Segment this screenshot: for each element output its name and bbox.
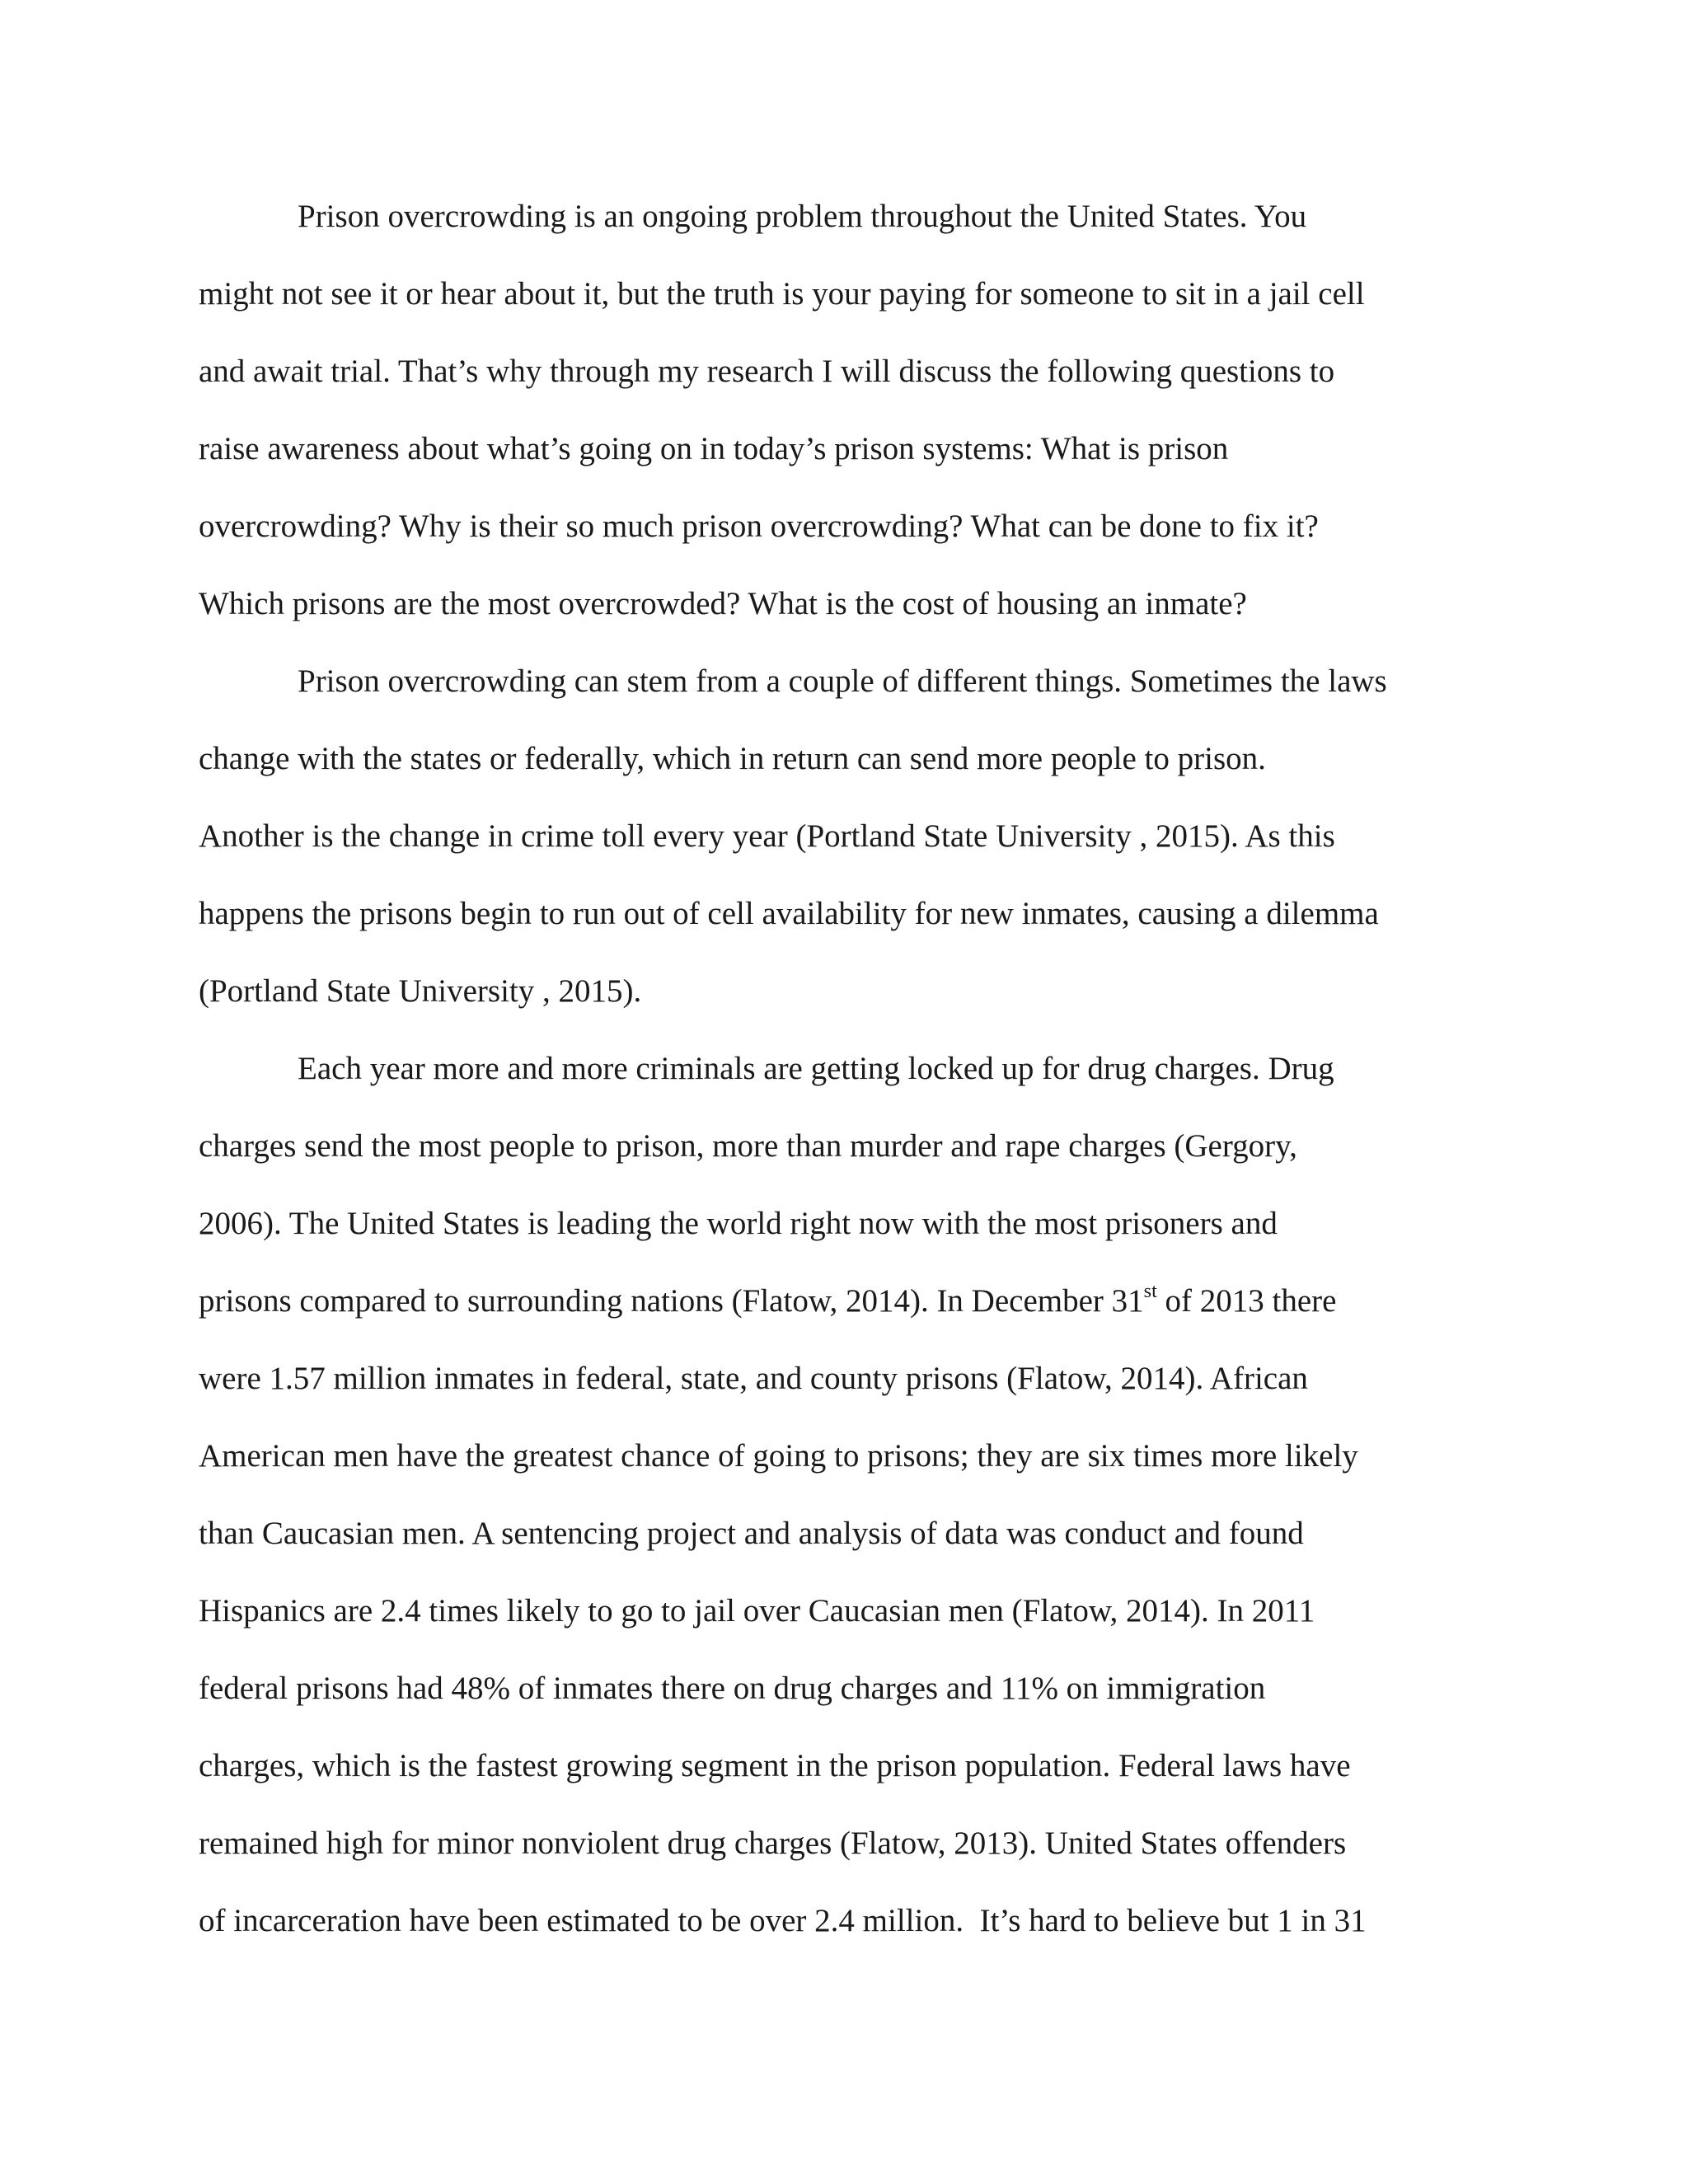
text-line: of incarceration have been estimated to be over 2.4 million. It’s hard to believe but 1 in 31 <box>199 1903 1367 1938</box>
text-line: (Portland State University , 2015). <box>199 973 642 1009</box>
text-line: charges, which is the fastest growing segment in the prison population. Federal laws have <box>199 1748 1351 1783</box>
text-line: 2006). The United States is leading the world right now with the most prisoners and <box>199 1206 1278 1241</box>
text-line: raise awareness about what’s going on in today’s prison systems: What is prison <box>199 431 1229 466</box>
text-line: Each year more and more criminals are getting locked up for drug charges. Drug <box>298 1051 1334 1086</box>
text-line: charges send the most people to prison, more than murder and rape charges (Gergory, <box>199 1128 1297 1164</box>
paragraph-1 <box>199 188 1484 653</box>
text-line: Prison overcrowding is an ongoing problem throughout the United States. You <box>298 199 1307 234</box>
text-line: Hispanics are 2.4 times likely to go to jail over Caucasian men (Flatow, 2014). In 2011 <box>199 1593 1315 1629</box>
paragraph-2 <box>199 653 1484 1040</box>
text-line: federal prisons had 48% of inmates there on drug charges and 11% on immigration <box>199 1671 1266 1706</box>
text-line: might not see it or hear about it, but the truth is your paying for someone to sit in a jail cell <box>199 276 1365 312</box>
ordinal-superscript: st <box>1143 1280 1157 1303</box>
text-line: Another is the change in crime toll every year (Portland State University , 2015). As this <box>199 818 1335 854</box>
text-line <box>199 1272 1484 1350</box>
text-line: overcrowding? Why is their so much prison overcrowding? What can be done to fix it? <box>199 509 1319 544</box>
text-segment: of 2013 there <box>1156 1283 1337 1319</box>
text-line: and await trial. That’s why through my research I will discuss the following questions to <box>199 354 1335 389</box>
text-line: remained high for minor nonviolent drug charges (Flatow, 2013). United States offenders <box>199 1825 1347 1861</box>
text-line: Prison overcrowding can stem from a couple of different things. Sometimes the laws <box>298 663 1387 699</box>
text-line: American men have the greatest chance of going to prisons; they are six times more likely <box>199 1438 1358 1474</box>
text-line: change with the states or federally, which in return can send more people to prison. <box>199 741 1266 776</box>
text-line: happens the prisons begin to run out of cell availability for new inmates, causing a dilemma <box>199 896 1379 931</box>
text-line: than Caucasian men. A sentencing project and analysis of data was conduct and found <box>199 1516 1304 1551</box>
text-segment: prisons compared to surrounding nations (Flatow, 2014). In December 31 <box>199 1283 1144 1319</box>
text-line: were 1.57 million inmates in federal, state, and county prisons (Flatow, 2014). African <box>199 1361 1308 1396</box>
essay-body <box>199 188 1484 1970</box>
paragraph-3 <box>199 1040 1484 1970</box>
text-line: Which prisons are the most overcrowded? What is the cost of housing an inmate? <box>199 586 1247 621</box>
